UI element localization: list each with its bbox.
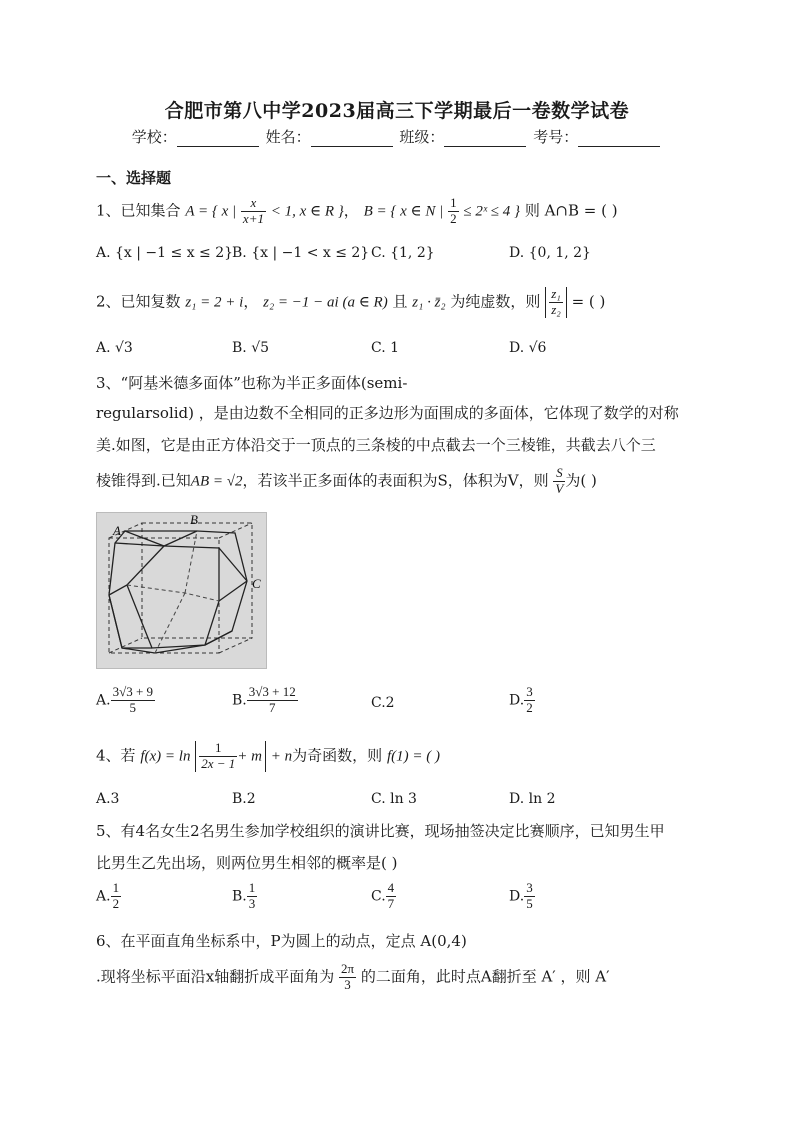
q3-option-d[interactable] [509, 685, 535, 716]
q3-option-b-num: 3√3 + 12 [248, 684, 296, 699]
name-label: 姓名： [265, 128, 311, 146]
q6-number: 6、 [96, 932, 121, 950]
q1-number: 1、 [96, 201, 121, 220]
q4-tail: 为奇函数，则 [292, 746, 383, 765]
q2-abs-value [545, 287, 567, 318]
q5-option-c-frac [386, 881, 397, 912]
q5-option-c[interactable] [371, 881, 396, 912]
q1-b-frac-num: 1 [450, 195, 457, 210]
q4-text: 若 [120, 746, 136, 765]
q5-line-1 [96, 820, 665, 841]
q1-set-a-cond: < 1, x ∈ R } [270, 203, 344, 220]
q3-line-3: 美.如图，它是由正方体沿交于一顶点的三条棱的中点截去一个三棱锥，共截去八个三 [96, 436, 656, 454]
q2-cond: 且 [392, 292, 408, 311]
q3-text-1: “阿基米德多面体”也称为半正多面体(semi- [120, 374, 408, 392]
q1-option-a[interactable]: A. {x | −1 ≤ x ≤ 2} [96, 245, 234, 261]
q2-option-d[interactable]: D. √6 [509, 340, 547, 356]
q1-frac-den: x+1 [242, 210, 264, 226]
q3-option-b-den: 7 [268, 699, 276, 715]
section-heading: 一、选择题 [96, 169, 172, 187]
class-blank[interactable] [444, 132, 526, 147]
q6-text-2a: .现将坐标平面沿x轴翻折成平面角为 [96, 967, 335, 986]
q2-option-c[interactable]: C. 1 [371, 340, 400, 356]
question-4 [96, 741, 440, 772]
polyhedron-figure [96, 512, 267, 669]
q6-text-1: 在平面直角坐标系中，P为圆上的动点，定点 A(0,4) [120, 932, 467, 950]
q4-option-d[interactable]: D. ln 2 [509, 791, 556, 807]
question-2 [96, 287, 605, 318]
q4-ask: f(1) = ( ) [386, 748, 440, 765]
q1-set-b: B = { x ∈ N | [363, 203, 444, 220]
q4-number: 4、 [96, 746, 121, 765]
q3-option-c[interactable]: C.2 [371, 695, 395, 711]
q5-option-c-den: 7 [387, 895, 395, 911]
q5-option-b-frac [247, 881, 258, 912]
q5-line-2: 比男生乙先出场，则两位男生相邻的概率是( ) [96, 854, 398, 872]
q5-option-d-label: D. [509, 888, 525, 905]
q2-z1: z₁ = 2 + i [185, 294, 244, 311]
q2-ask: = ( ) [571, 292, 606, 311]
q4-fraction [199, 741, 237, 772]
q2-z2: z₂ = −1 − ai (a ∈ R) [263, 294, 388, 311]
q3-option-a-num: 3√3 + 9 [112, 684, 154, 699]
q2-product: z₁ · z̄₂ [412, 294, 446, 311]
q2-number: 2、 [96, 292, 121, 311]
q2-text: 已知复数 [120, 292, 181, 311]
q4-fx: f(x) = ln [140, 748, 191, 765]
q4-option-b[interactable]: B.2 [232, 791, 256, 807]
q1-frac-num: x [241, 196, 266, 212]
q2-frac-num: z₁ [551, 286, 561, 301]
q2-tail: 为纯虚数，则 [450, 292, 541, 311]
q5-option-a[interactable] [96, 881, 121, 912]
q1-option-b[interactable]: B. {x | −1 < x ≤ 2} [232, 245, 370, 261]
q5-option-d-frac [524, 881, 535, 912]
q3-line-4 [96, 466, 597, 497]
class-label: 班级： [399, 128, 445, 146]
q3-option-a-frac [111, 685, 155, 716]
q5-option-b-num: 1 [248, 880, 256, 895]
exam-no-label: 考号： [533, 128, 579, 146]
q5-option-a-num: 1 [112, 880, 120, 895]
exam-title: 合肥市第八中学2023届高三下学期最后一卷数学试卷 [164, 100, 630, 122]
q2-frac-den: z₂ [551, 301, 561, 317]
q5-text-1: 有4名女生2名男生参加学校组织的演讲比赛，现场抽签决定比赛顺序，已知男生甲 [120, 822, 665, 840]
question-1 [96, 196, 618, 227]
q2-sep: ， [243, 292, 259, 311]
q3-frac-num: S [553, 466, 565, 482]
q1-b-fraction [448, 196, 459, 227]
q6-line-2 [96, 962, 610, 993]
q3-option-b-frac [247, 685, 298, 716]
q1-set-b-cond: ≤ 2ˣ ≤ 4 } [463, 203, 521, 220]
q2-option-a[interactable]: A. √3 [96, 340, 133, 356]
q5-option-d-num: 3 [526, 880, 533, 895]
q3-option-a-den: 5 [129, 699, 137, 715]
q3-frac-den: V [555, 480, 564, 496]
q2-option-b[interactable]: B. √5 [232, 340, 270, 356]
student-info-row [0, 126, 794, 147]
q5-number: 5、 [96, 822, 121, 840]
q3-option-a-label: A. [96, 692, 111, 709]
q4-option-c[interactable]: C. ln 3 [371, 791, 417, 807]
q3-fraction [553, 466, 565, 497]
q3-ab: AB = √2 [190, 473, 243, 490]
q5-option-c-label: C. [371, 888, 386, 905]
polyhedron-diagram [97, 513, 266, 668]
school-blank[interactable] [177, 132, 259, 147]
label-a: A [113, 523, 121, 538]
exam-no-blank[interactable] [578, 132, 660, 147]
q6-frac-num: 2π [341, 961, 355, 976]
school-label: 学校： [131, 128, 177, 146]
q3-option-d-num: 3 [526, 684, 533, 699]
q3-option-b[interactable] [232, 685, 298, 716]
name-blank[interactable] [311, 132, 393, 147]
q3-option-d-frac [524, 685, 535, 716]
q3-text-4d: 为( ) [565, 471, 597, 490]
q1-fraction [241, 196, 266, 227]
q6-line-1 [96, 930, 467, 951]
q3-text-4a: 棱锥得到.已知 [96, 471, 191, 490]
q1-option-c[interactable]: C. {1, 2} [371, 245, 435, 261]
label-c: C [252, 576, 261, 591]
q1-ask: 则 A∩B = ( ) [524, 201, 618, 220]
q4-frac-num: 1 [199, 741, 237, 757]
q1-text: 已知集合 [120, 201, 181, 220]
q3-text-4c: ，若该半正多面体的表面积为S，体积为V，则 [242, 471, 549, 490]
q1-option-d[interactable]: D. {0, 1, 2} [509, 245, 591, 261]
q3-option-d-den: 2 [526, 699, 533, 715]
q5-option-c-num: 4 [387, 880, 395, 895]
q3-option-b-label: B. [232, 692, 247, 709]
q1-set-a: A = { x | [185, 203, 237, 220]
q6-fraction [339, 962, 356, 993]
q5-option-b-den: 3 [248, 895, 256, 911]
q4-plus-n: + n [270, 748, 293, 765]
q3-option-a[interactable] [96, 685, 155, 716]
q5-option-d-den: 5 [526, 895, 533, 911]
q3-option-d-label: D. [509, 692, 525, 709]
q4-plus-m: + m [237, 748, 262, 765]
q5-option-b[interactable] [232, 881, 257, 912]
q5-option-a-den: 2 [112, 895, 120, 911]
q4-abs-value [195, 741, 266, 772]
q5-option-d[interactable] [509, 881, 535, 912]
q4-option-a[interactable]: A.3 [96, 791, 120, 807]
q5-option-a-frac [111, 881, 122, 912]
q5-option-a-label: A. [96, 888, 111, 905]
q3-line-1 [96, 372, 407, 393]
q3-number: 3、 [96, 374, 121, 392]
q5-option-b-label: B. [232, 888, 247, 905]
q4-frac-den: 2x − 1 [201, 755, 236, 771]
q3-line-2: regularsolid) ，是由边数不全相同的正多边形为面围成的多面体，它体现了数学的对称 [96, 404, 679, 422]
label-b: B [190, 513, 198, 527]
q1-b-frac-den: 2 [450, 210, 457, 226]
q6-frac-den: 3 [344, 976, 351, 992]
q2-fraction [549, 287, 563, 318]
q6-text-2b: 的二面角，此时点A翻折至 A′ ，则 A′ [360, 967, 610, 986]
q1-sep: ， [343, 201, 359, 220]
